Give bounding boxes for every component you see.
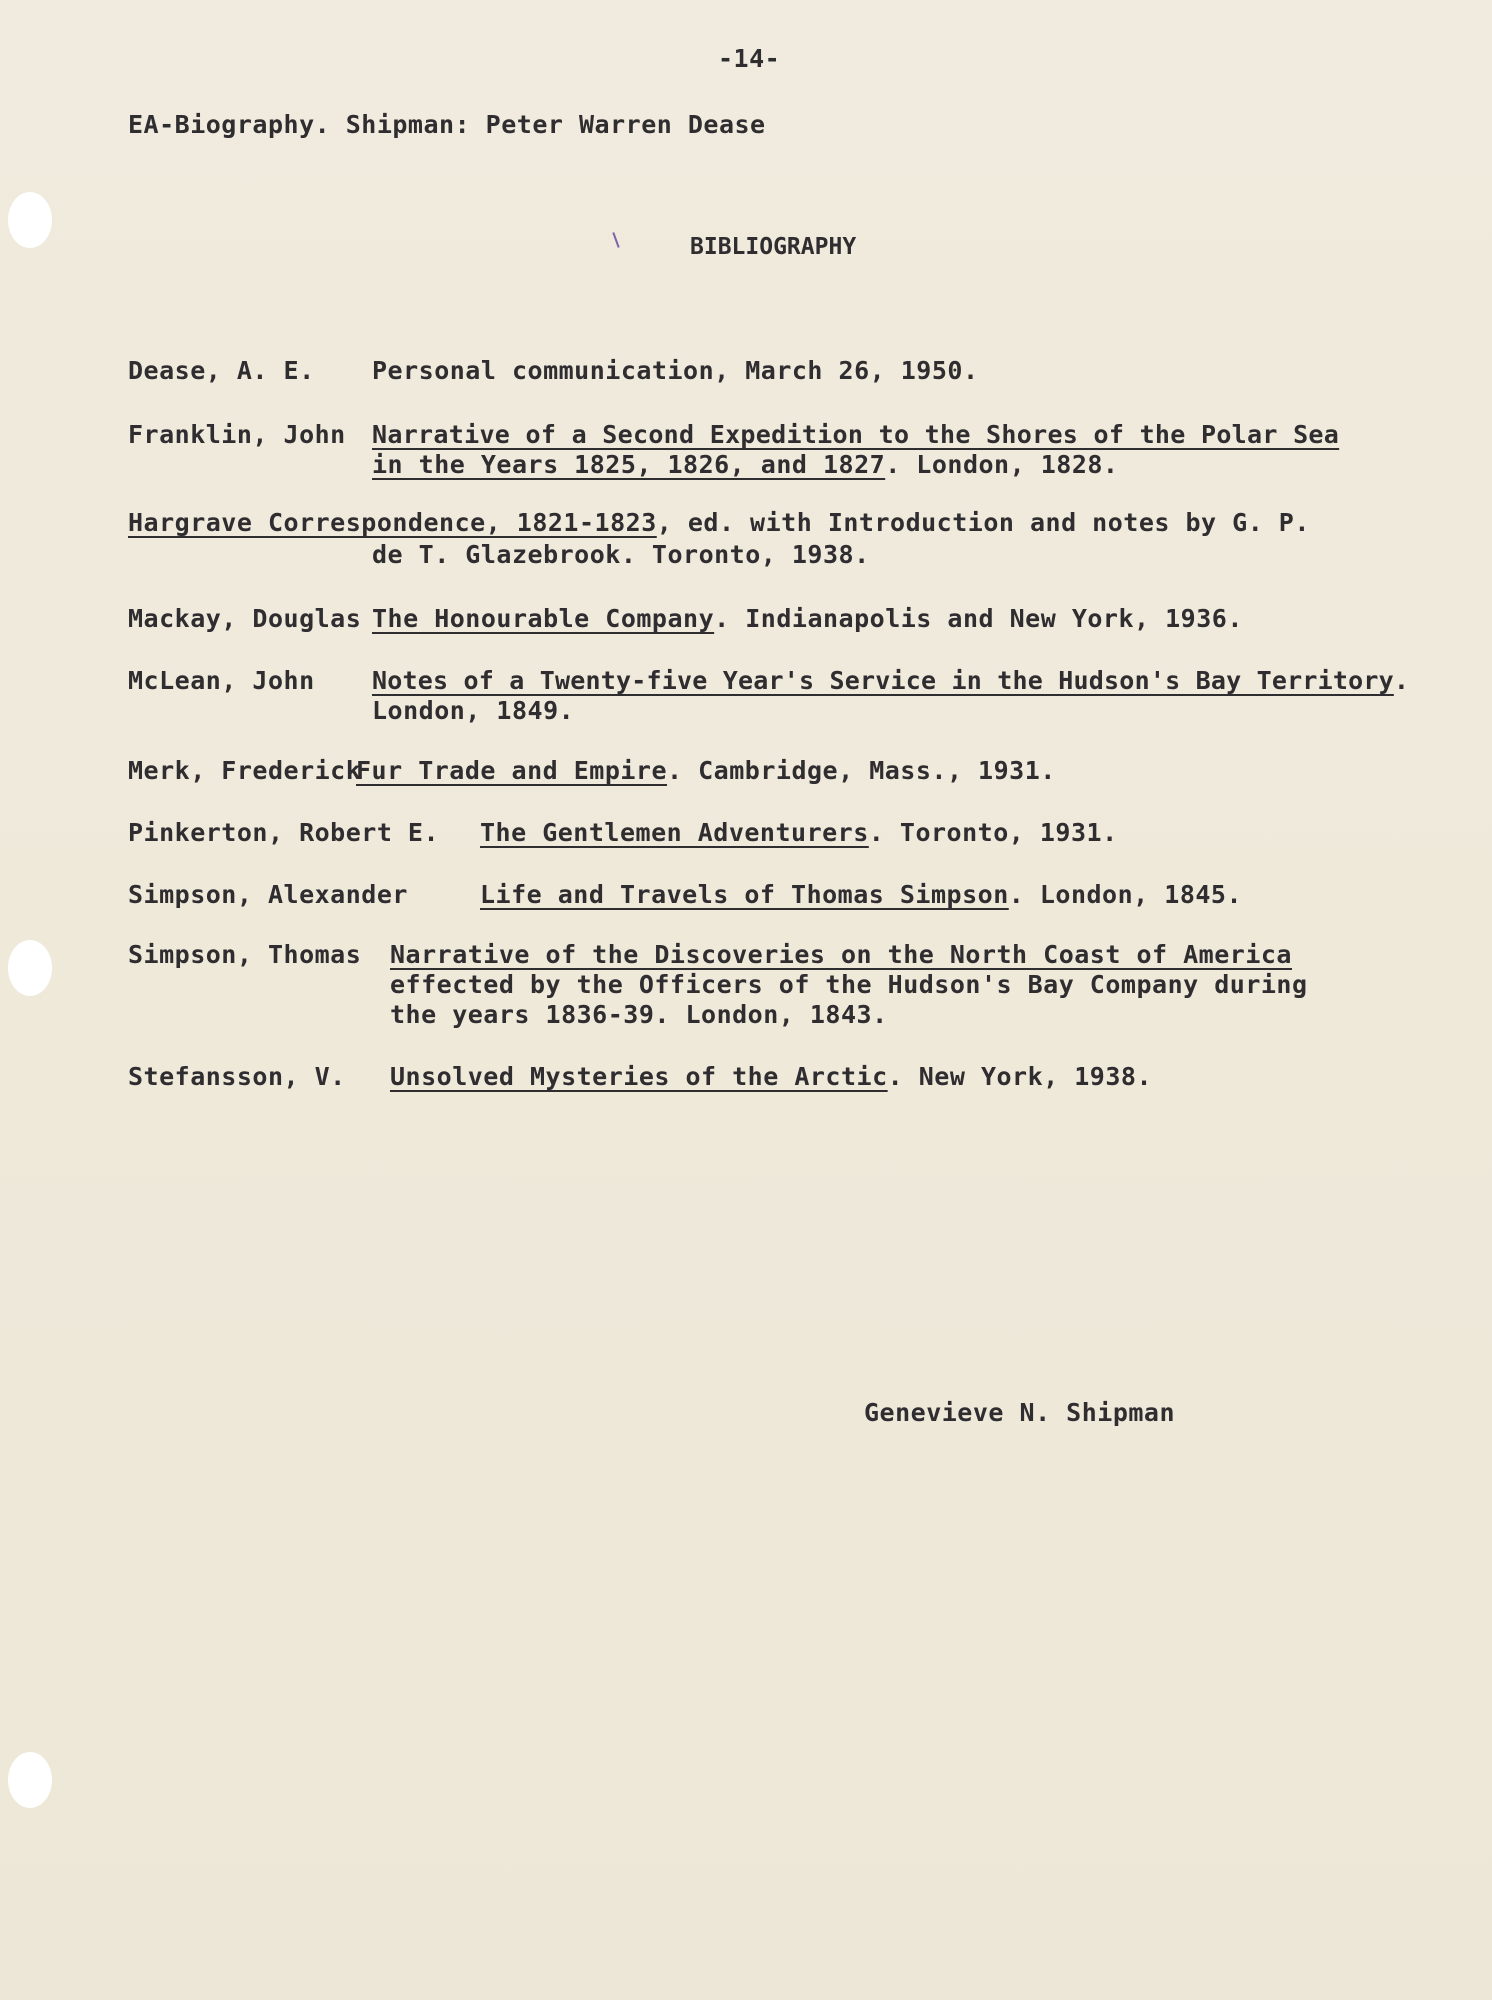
entry-author: McLean, John [128, 666, 315, 695]
entry-publication: . London, 1845. [1008, 880, 1243, 909]
entry-author: Stefansson, V. [128, 1062, 346, 1091]
entry-title-continued [372, 450, 1118, 479]
punch-hole [8, 192, 52, 248]
entry-author: Franklin, John [128, 420, 346, 449]
entry-title [480, 880, 1242, 909]
entry-publication: , ed. with Introduction and notes by G. P. [656, 508, 1310, 537]
punch-hole [8, 1752, 52, 1808]
entry-title-text: Narrative of a Second Expedition to the Shores of the Polar Sea [372, 420, 1340, 449]
page-title: BIBLIOGRAPHY [690, 234, 857, 260]
entry-publication: . [1393, 666, 1410, 695]
entry-title-text: Notes of a Twenty-five Year's Service in the Hudson's Bay Territory [372, 666, 1394, 695]
entry-title-text: in the Years 1825, 1826, and 1827 [372, 450, 886, 479]
entry-text: Personal communication, March 26, 1950. [372, 356, 979, 385]
entry-publication: . Toronto, 1931. [868, 818, 1118, 847]
entry-author: Pinkerton, Robert E. [128, 818, 440, 847]
entry-title [128, 508, 1310, 537]
entry-publication: . Indianapolis and New York, 1936. [714, 604, 1243, 633]
entry-title [372, 604, 1243, 633]
entry-title-text: Life and Travels of Thomas Simpson [480, 880, 1009, 909]
entry-author: Simpson, Thomas [128, 940, 362, 969]
entry-title-text: Fur Trade and Empire [356, 756, 668, 785]
ink-mark [612, 232, 619, 248]
entry-text: London, 1849. [372, 696, 575, 725]
entry-text: effected by the Officers of the Hudson's Bay Company during [390, 970, 1308, 999]
entry-text: de T. Glazebrook. Toronto, 1938. [372, 540, 870, 569]
entry-title-text: Narrative of the Discoveries on the North Coast of America [390, 940, 1292, 969]
entry-title-text: Hargrave Correspondence, 1821-1823 [128, 508, 657, 537]
entry-text: the years 1836-39. London, 1843. [390, 1000, 888, 1029]
entry-title [372, 666, 1409, 695]
entry-author: Simpson, Alexander [128, 880, 408, 909]
entry-title [372, 420, 1339, 449]
entry-publication: . London, 1828. [885, 450, 1119, 479]
author-signature-line: Genevieve N. Shipman [864, 1398, 1176, 1427]
page-number: -14- [718, 44, 781, 73]
entry-author: Mackay, Douglas [128, 604, 362, 633]
punch-hole [8, 940, 52, 996]
entry-author: Merk, Frederick [128, 756, 362, 785]
entry-title [356, 756, 1056, 785]
entry-title-text: The Gentlemen Adventurers [480, 818, 869, 847]
entry-title-text: Unsolved Mysteries of the Arctic [390, 1062, 888, 1091]
entry-publication: . New York, 1938. [887, 1062, 1153, 1091]
entry-publication: . Cambridge, Mass., 1931. [667, 756, 1056, 785]
entry-author: Dease, A. E. [128, 356, 315, 385]
document-header: EA-Biography. Shipman: Peter Warren Dease [128, 110, 766, 139]
entry-title-text: The Honourable Company [372, 604, 715, 633]
entry-title [390, 940, 1292, 969]
entry-title [390, 1062, 1152, 1091]
entry-title [480, 818, 1118, 847]
